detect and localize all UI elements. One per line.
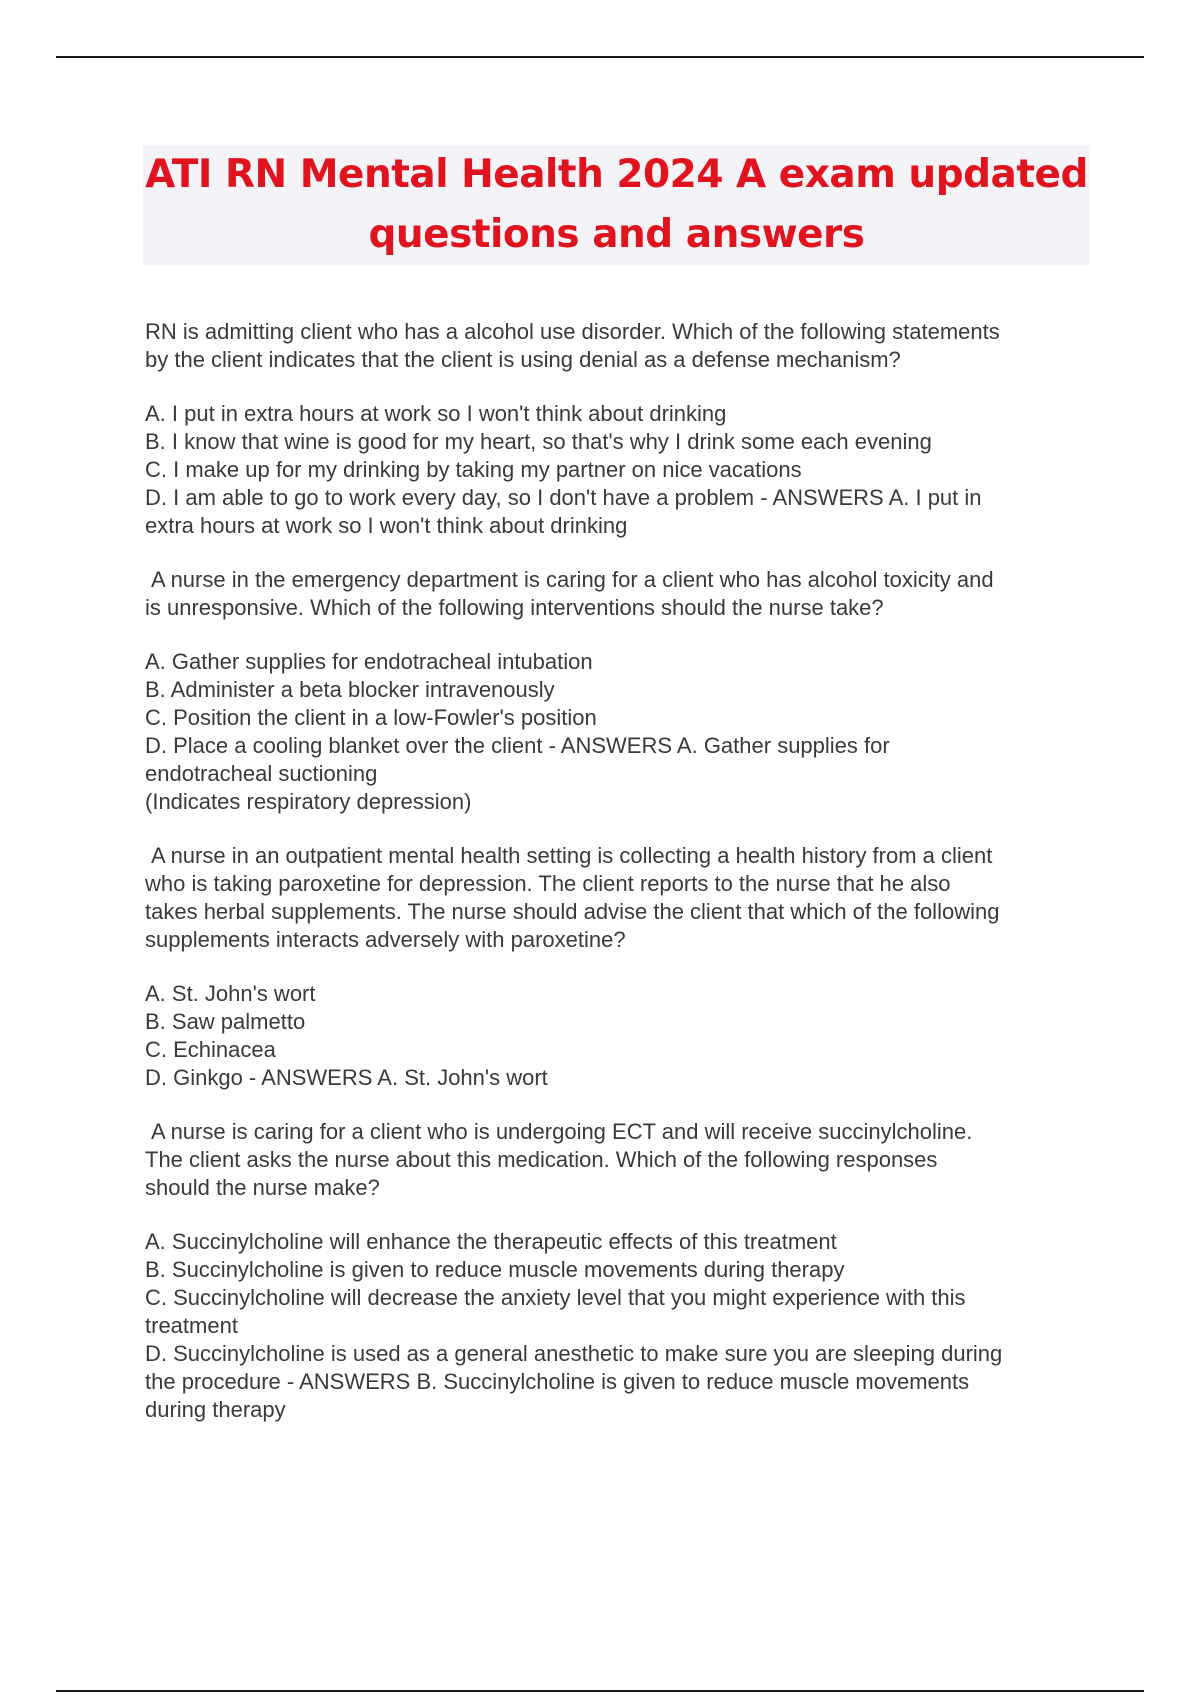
answer-option: C. Succinylcholine will decrease the anxiety level that you might experience with this: [145, 1285, 966, 1310]
answer-option: the procedure - ANSWERS B. Succinylcholine is given to reduce muscle movements: [145, 1369, 970, 1394]
answer-option: B. Administer a beta blocker intravenously: [145, 677, 555, 702]
question-line: should the nurse make?: [145, 1175, 380, 1200]
answers-3: [145, 980, 1090, 1092]
answers-2: [145, 648, 1090, 816]
question-4: [145, 1118, 1090, 1202]
answer-option: B. Saw palmetto: [145, 1009, 306, 1034]
question-1: [145, 318, 1090, 374]
question-line: is unresponsive. Which of the following interventions should the nurse take?: [145, 595, 884, 620]
question-line: RN is admitting client who has a alcohol use disorder. Which of the following statements: [145, 319, 1000, 344]
answer-option: A. Gather supplies for endotracheal intubation: [145, 649, 593, 674]
answer-option: D. Ginkgo - ANSWERS A. St. John's wort: [145, 1065, 548, 1090]
answers-4: [145, 1228, 1090, 1424]
question-line: by the client indicates that the client is using denial as a defense mechanism?: [145, 347, 901, 372]
answer-option: A. St. John's wort: [145, 981, 316, 1006]
answer-option: A. Succinylcholine will enhance the therapeutic effects of this treatment: [145, 1229, 837, 1254]
answer-option: D. I am able to go to work every day, so I don't have a problem - ANSWERS A. I put in: [145, 485, 982, 510]
answer-option: D. Succinylcholine is used as a general anesthetic to make sure you are sleeping during: [145, 1341, 1003, 1366]
title-banner: [143, 145, 1090, 265]
answer-option: C. Position the client in a low-Fowler's position: [145, 705, 597, 730]
question-line: The client asks the nurse about this medication. Which of the following responses: [145, 1147, 938, 1172]
answer-option: C. I make up for my drinking by taking my partner on nice vacations: [145, 457, 802, 482]
answer-option: endotracheal suctioning: [145, 761, 378, 786]
qa-content: [145, 318, 1090, 1450]
answer-option: C. Echinacea: [145, 1037, 276, 1062]
page-title-line-2: questions and answers: [368, 212, 865, 257]
page-title-line-1: ATI RN Mental Health 2024 A exam updated: [145, 152, 1088, 197]
qa-item-4: [145, 1118, 1090, 1424]
answer-option: B. I know that wine is good for my heart, so that's why I drink some each evening: [145, 429, 932, 454]
question-3: [145, 842, 1090, 954]
question-line: A nurse in an outpatient mental health setting is collecting a health history from a client: [151, 843, 993, 868]
question-line: who is taking paroxetine for depression. The client reports to the nurse that he also: [145, 871, 951, 896]
answer-option: (Indicates respiratory depression): [145, 789, 472, 814]
question-2: [145, 566, 1090, 622]
answer-option: A. I put in extra hours at work so I won't think about drinking: [145, 401, 727, 426]
question-line: A nurse in the emergency department is caring for a client who has alcohol toxicity and: [151, 567, 994, 592]
question-line: takes herbal supplements. The nurse should advise the client that which of the following: [145, 899, 1000, 924]
answer-option: during therapy: [145, 1397, 286, 1422]
answer-option: B. Succinylcholine is given to reduce muscle movements during therapy: [145, 1257, 845, 1282]
answer-option: D. Place a cooling blanket over the client - ANSWERS A. Gather supplies for: [145, 733, 890, 758]
qa-item-1: [145, 318, 1090, 540]
answer-option: extra hours at work so I won't think about drinking: [145, 513, 628, 538]
question-line: A nurse is caring for a client who is undergoing ECT and will receive succinylcholine.: [151, 1119, 973, 1144]
qa-item-2: [145, 566, 1090, 816]
qa-item-3: [145, 842, 1090, 1092]
answers-1: [145, 400, 1090, 540]
top-rule: [56, 56, 1144, 58]
answer-option: treatment: [145, 1313, 238, 1338]
bottom-rule: [56, 1690, 1144, 1692]
question-line: supplements interacts adversely with paroxetine?: [145, 927, 626, 952]
